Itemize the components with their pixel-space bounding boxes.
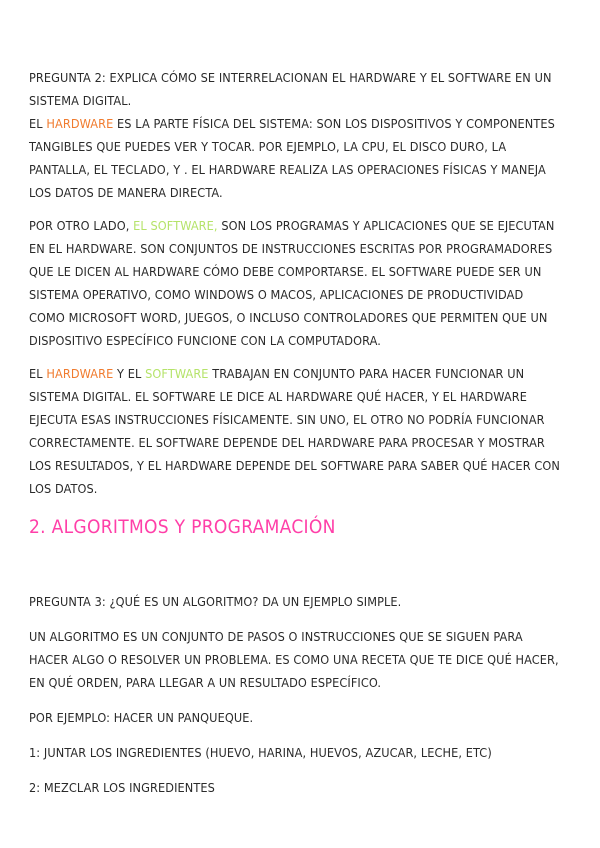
example-step-1: 1: JUNTAR LOS INGREDIENTES (HUEVO, HARINA, HUEVOS, AZUCAR, LECHE, ETC) <box>29 745 492 760</box>
example-step-2: 2: MEZCLAR LOS INGREDIENTES <box>29 780 215 795</box>
software-highlight: EL SOFTWARE, <box>133 218 222 233</box>
interrelation-paragraph <box>29 362 560 500</box>
interrelation-lead: EL <box>29 366 47 381</box>
interrelation-hardware-highlight: HARDWARE <box>46 366 114 381</box>
interrelation-body: TRABAJAN EN CONJUNTO PARA HACER FUNCIONAR UN SISTEMA DIGITAL. EL SOFTWARE LE DICE AL HARDWARE QUÉ HACER, Y EL HARDWARE EJECUTA ESAS INSTRUCCIONES FÍSICAMENTE. SIN UNO, EL OTRO NO PODRÍA FUNCIONAR CORRECTAMENTE. EL SOFTWARE DEPENDE DEL HARDWARE PARA PROCESAR Y MOSTRAR LOS RESULTADOS, Y EL HARDWARE DEPENDE DEL SOFTWARE PARA SABER QUÉ HACER CON LOS DATOS. <box>29 366 560 496</box>
software-paragraph <box>29 214 560 352</box>
algorithm-definition: UN ALGORITMO ES UN CONJUNTO DE PASOS O INSTRUCCIONES QUE SE SIGUEN PARA HACER ALGO O RESOLVER UN PROBLEMA. ES COMO UNA RECETA QUE TE DICE QUÉ HACER, EN QUÉ ORDEN, PARA LLEGAR A UN RESULTADO ESPECÍFICO. <box>29 629 559 690</box>
software-paragraph-lead: POR OTRO LADO, <box>29 218 134 233</box>
software-paragraph-body: SON LOS PROGRAMAS Y APLICACIONES QUE SE EJECUTAN EN EL HARDWARE. SON CONJUNTOS DE INSTRUCCIONES ESCRITAS POR PROGRAMADORES QUE LE DICEN AL HARDWARE CÓMO DEBE COMPORTARSE. EL SOFTWARE PUEDE SER UN SISTEMA OPERATIVO, COMO WINDOWS O MACOS, APLICACIONES DE PRODUCTIVIDAD COMO MICROSOFT WORD, JUEGOS, O INCLUSO CONTROLADORES QUE PERMITEN QUE UN DISPOSITIVO ESPECÍFICO FUNCIONE CON LA COMPUTADORA. <box>29 218 555 348</box>
hardware-paragraph-lead: EL <box>29 116 47 131</box>
interrelation-mid: Y EL <box>113 366 146 381</box>
hardware-highlight: HARDWARE <box>46 116 114 131</box>
question-3-prompt: PREGUNTA 3: ¿QUÉ ES UN ALGORITMO? DA UN EJEMPLO SIMPLE. <box>29 594 402 609</box>
example-intro: POR EJEMPLO: HACER UN PANQUEQUE. <box>29 710 254 725</box>
hardware-paragraph-body: ES LA PARTE FÍSICA DEL SISTEMA: SON LOS DISPOSITIVOS Y COMPONENTES TANGIBLES QUE PUEDES VER Y TOCAR. POR EJEMPLO, LA CPU, EL DISCO DURO, LA PANTALLA, EL TECLADO, Y . EL HARDWARE REALIZA LAS OPERACIONES FÍSICAS Y MANEJA LOS DATOS DE MANERA DIRECTA. <box>29 116 555 200</box>
section-heading-algorithms: 2. ALGORITMOS Y PROGRAMACIÓN <box>29 516 336 538</box>
interrelation-software-highlight: SOFTWARE <box>145 366 209 381</box>
hardware-paragraph <box>29 112 560 204</box>
question-2-prompt: PREGUNTA 2: EXPLICA CÓMO SE INTERRELACIONAN EL HARDWARE Y EL SOFTWARE EN UN SISTEMA DIGITAL. <box>29 70 552 108</box>
